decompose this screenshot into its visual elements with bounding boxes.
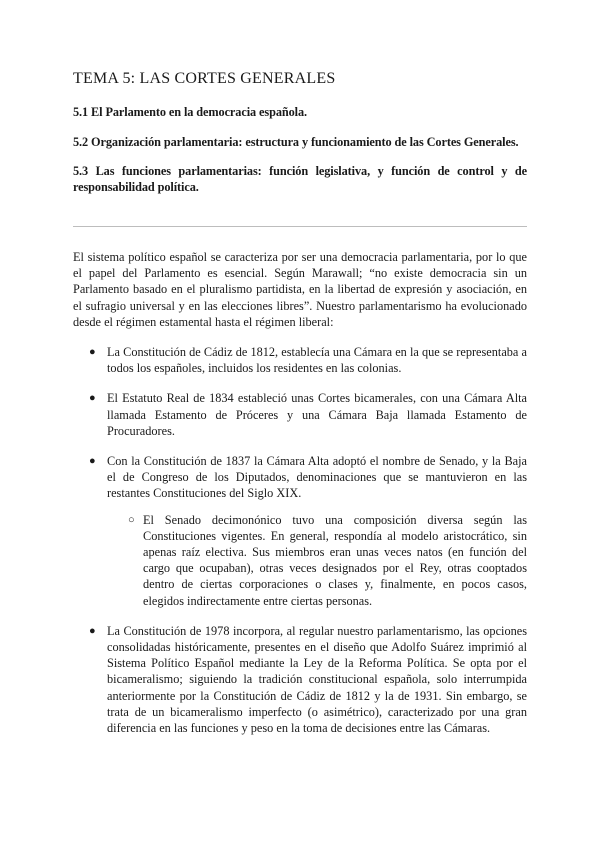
list-item-text: Con la Constitución de 1837 la Cámara Alta adoptó el nombre de Senado, y la Baja el de Congreso de los Diputados, denominaciones que se mantuvieron en las restantes Constituciones del Siglo XIX. [107, 454, 527, 501]
list-item [73, 390, 527, 439]
intro-paragraph: El sistema político español se caracteriza por ser una democracia parlamentaria, por lo que el papel del Parlamento es esencial. Según Marawall; “no existe democracia sin un Parlamento basado en el pluralismo partidista, en la libertad de expresión y asociación, en el sufragio universal y en las elecciones libres”. Nuestro parlamentarismo ha evolucionado desde el régimen estamental hasta el régimen liberal: [73, 250, 527, 329]
bullet-icon: ● [89, 392, 96, 405]
bullet-icon: ● [89, 624, 96, 637]
list-item [73, 453, 527, 609]
bullet-list [73, 344, 527, 736]
list-item [73, 344, 527, 376]
list-item-text: La Constitución de 1978 incorpora, al regular nuestro parlamentarismo, las opciones consolidadas históricamente, presentes en el diseño que Adolfo Suárez imprimió al Sistema Político Español mediante la Ley de la Reforma Política. Se opta por el bicameralismo; siguiendo la tradición constitucional española, solo interrumpida anteriormente por la Constitución de Cádiz de 1812 y la de 1931. Sin embargo, se trata de un bicameralismo imperfecto (o asimétrico), caracterizado por una gran diferencia en las funciones y peso en la toma de decisiones entre las Cámaras. [107, 623, 527, 736]
list-item-text: La Constitución de Cádiz de 1812, establecía una Cámara en la que se representaba a todos los españoles, incluidos los residentes en las colonias. [107, 345, 527, 376]
bullet-icon: ● [89, 346, 96, 359]
sub-list-item-text: El Senado decimonónico tuvo una composición diversa según las Constituciones vigentes. En general, respondía al modelo aristocrático, sin apenas raíz electiva. Sus miembros eran unas veces natos (en función del cargo que ocupaban), otras veces designados por el Rey, otras cooptados dentro de ciertas corporaciones o clases y, finalmente, en pocos casos, elegidos indirectamente entre ciertas personas. [143, 512, 527, 608]
bullet-icon: ● [89, 455, 96, 468]
horizontal-divider [73, 226, 527, 227]
list-item [73, 623, 527, 736]
page-title: TEMA 5: LAS CORTES GENERALES [73, 70, 336, 87]
section-heading-5-2: 5.2 Organización parlamentaria: estructura y funcionamiento de las Cortes Generales. [73, 134, 519, 149]
section-heading-5-3: 5.3 Las funciones parlamentarias: función legislativa, y función de control y de responsabilidad política. [73, 164, 527, 194]
section-heading-5-1: 5.1 El Parlamento en la democracia española. [73, 105, 307, 119]
sub-bullet-list [107, 512, 527, 609]
circle-bullet-icon: ○ [128, 513, 135, 526]
list-item-text: El Estatuto Real de 1834 estableció unas Cortes bicamerales, con una Cámara Alta llamada Estamento de Próceres y una Cámara Baja llamada Estamento de Procuradores. [107, 391, 527, 438]
sub-list-item [107, 512, 527, 609]
